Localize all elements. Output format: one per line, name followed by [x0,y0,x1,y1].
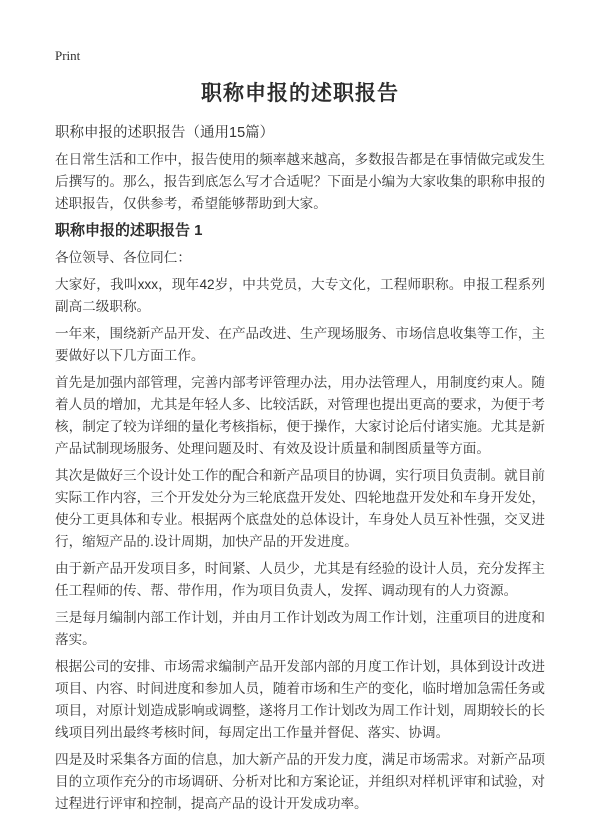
paragraph-4: 其次是做好三个设计处工作的配合和新产品项目的协调，实行项目负责制。就目前实际工作内容，三个开发处分为三轮底盘开发处、四轮地盘开发处和车身开发处，使分工更具体和专业。根据两个底盘处的总体设计，车身处人员互补性强，交叉进行，缩短产品的.设计周期，加快产品的开发进度。 [55,468,545,549]
paragraph-8: 四是及时采集各方面的信息，加大新产品的开发力度，满足市场需求。对新产品项目的立项作充分的市场调研、分析对比和方案论证，并组织对样机评审和试验，对过程进行评审和控制，提高产品的设计开发成功率。 [55,752,545,811]
document-title: 职称申报的述职报告 [201,82,399,105]
paragraph-6: 三是每月编制内部工作计划，并由月工作计划改为周工作计划，注重项目的进度和落实。 [55,610,545,647]
paragraph-2: 一年来，围绕新产品开发、在产品改进、生产现场服务、市场信息收集等工作，主要做好以下几方面工作。 [55,326,545,363]
intro-paragraph: 在日常生活和工作中，报告使用的频率越来越高，多数报告都是在事情做完或发生后撰写的。那么，报告到底怎么写才合适呢？下面是小编为大家收集的职称申报的述职报告，仅供参考，希望能够帮助到大家。 [55,152,545,211]
salutation: 各位领导、各位同仁： [55,250,191,265]
document-subtitle: 职称申报的述职报告（通用15篇） [55,125,275,141]
print-link[interactable]: Print [55,48,81,63]
paragraph-7: 根据公司的安排、市场需求编制产品开发部内部的月度工作计划，具体到设计改进项目、内容、时间进度和参加人员，随着市场和生产的变化，临时增加急需任务或项目，对原计划造成影响或调整，遂将月工作计划改为周工作计划，周期较长的长线项目列出最终考核时间，每周定出工作量并督促、落实、协调。 [55,659,545,740]
paragraph-1: 大家好，我叫xxx，现年42岁，中共党员，大专文化，工程师职称。申报工程系列副高二级职称。 [55,277,545,314]
section-heading: 职称申报的述职报告 1 [55,222,203,239]
paragraph-3: 首先是加强内部管理，完善内部考评管理办法，用办法管理人，用制度约束人。随着人员的增加，尤其是年轻人多、比较活跃，对管理也提出更高的要求，为便于考核，制定了较为详细的量化考核指标，便于操作，大家讨论后付诸实施。尤其是新产品试制现场服务、处理问题及时、有效及设计质量和制图质量等方面。 [55,375,545,456]
paragraph-5: 由于新产品开发项目多，时间紧、人员少，尤其是有经验的设计人员，充分发挥主任工程师的传、帮、带作用，作为项目负责人，发挥、调动现有的人力资源。 [55,561,545,598]
